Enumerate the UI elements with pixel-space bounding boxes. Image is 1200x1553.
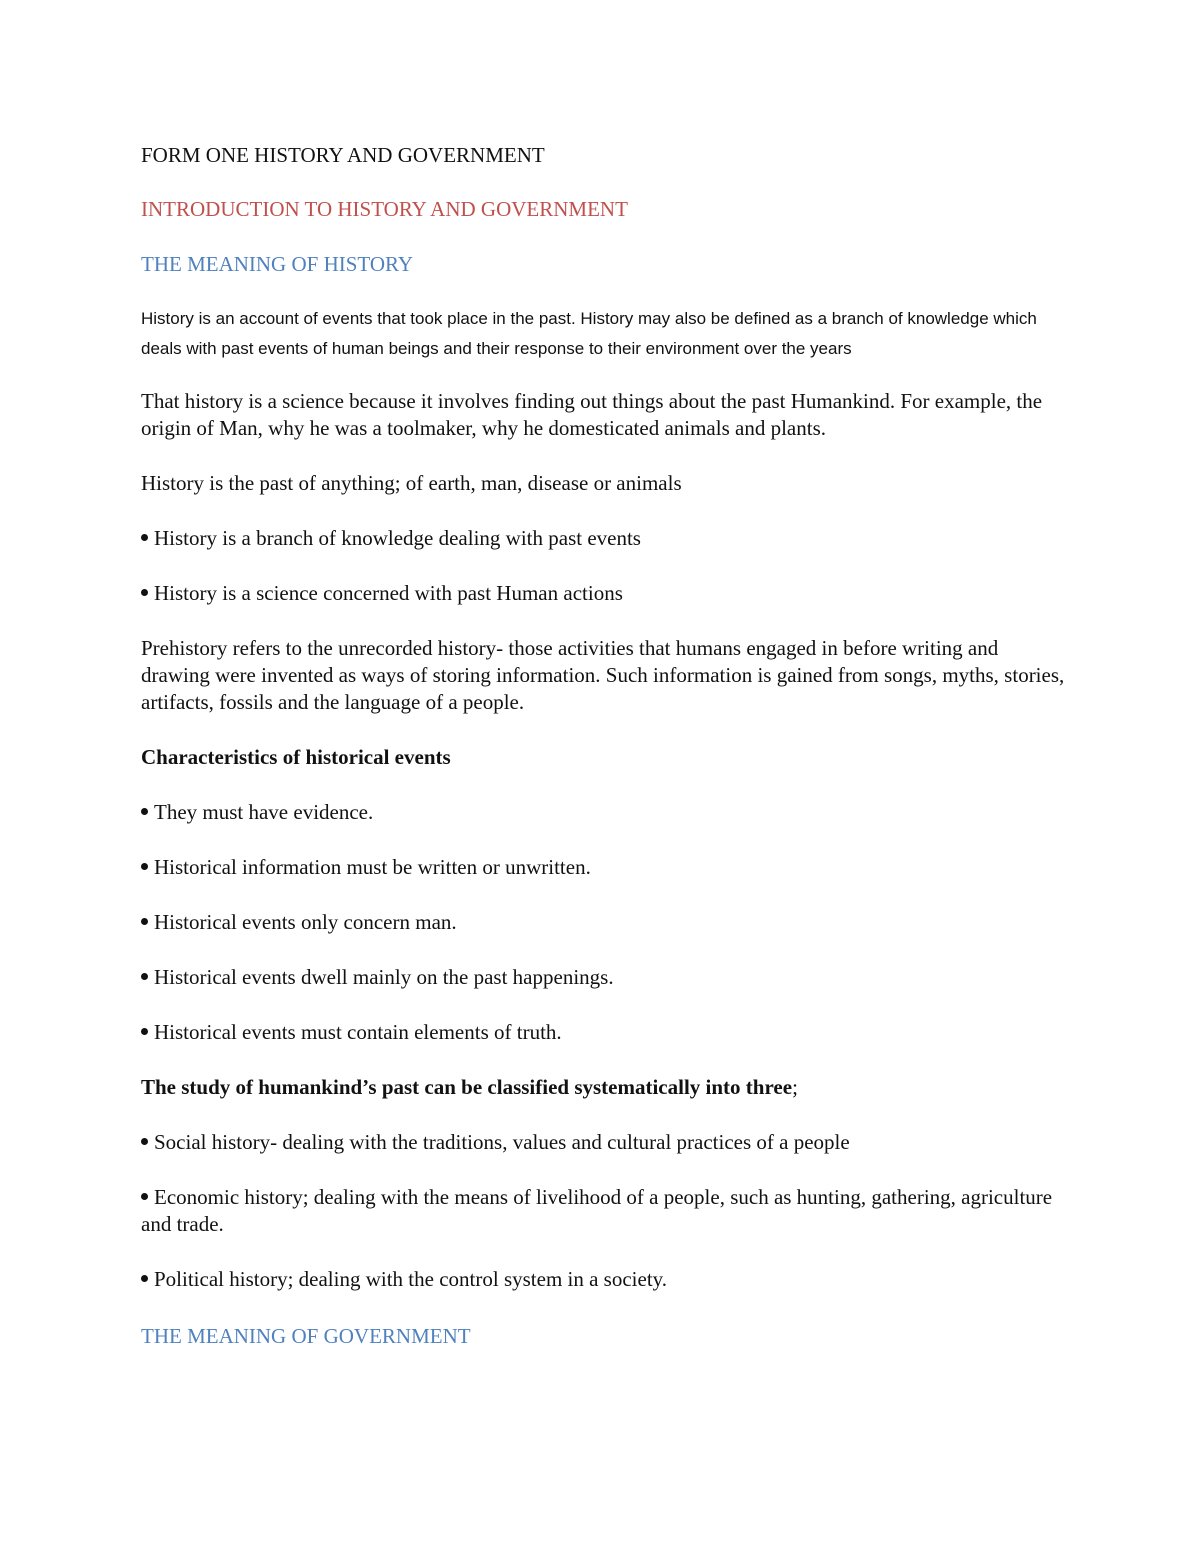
subheading-meaning-of-history: THE MEANING OF HISTORY (141, 252, 414, 276)
list-item-text: Historical events must contain elements of truth. (154, 1020, 562, 1044)
bullet-icon (141, 1138, 148, 1145)
prehistory-paragraph: Prehistory refers to the unrecorded history- those activities that humans engaged in before writing and drawing were invented as ways of storing information. Such information is gained from songs, myths, stories, artifacts, fossils and the language of a people. (141, 636, 1065, 714)
bullet-icon (141, 589, 148, 596)
bullet-icon (141, 1275, 148, 1282)
section-heading: INTRODUCTION TO HISTORY AND GOVERNMENT (141, 197, 628, 221)
list-item-text: Social history- dealing with the traditions, values and cultural practices of a people (154, 1130, 850, 1154)
list-item (141, 525, 1071, 552)
list-item-text: History is a science concerned with past Human actions (154, 581, 623, 605)
definition-paragraph: History is an account of events that took place in the past. History may also be defined as a branch of knowledge which deals with past events of human beings and their response to their environment over the years (141, 309, 1037, 358)
bullet-icon (141, 534, 148, 541)
science-paragraph: That history is a science because it involves finding out things about the past Humankind. For example, the origin of Man, why he was a toolmaker, why he domesticated animals and plants. (141, 389, 1043, 440)
list-item (141, 799, 1071, 826)
list-item (141, 580, 1071, 607)
list-item (141, 909, 1071, 936)
list-item (141, 1019, 1071, 1046)
bullet-icon (141, 863, 148, 870)
list-item-text: They must have evidence. (154, 800, 374, 824)
bullet-icon (141, 1028, 148, 1035)
bullet-icon (141, 918, 148, 925)
list-item-text: Historical events dwell mainly on the past happenings. (154, 965, 614, 989)
bullet-icon (141, 1193, 148, 1200)
subheading-meaning-of-government: THE MEANING OF GOVERNMENT (141, 1324, 471, 1348)
past-paragraph: History is the past of anything; of earth, man, disease or animals (141, 471, 682, 495)
characteristics-heading: Characteristics of historical events (141, 745, 451, 769)
list-item (141, 1129, 1071, 1156)
list-item (141, 1266, 1071, 1293)
classification-heading (141, 1074, 1071, 1101)
list-item (141, 854, 1071, 881)
list-item (141, 1184, 1071, 1238)
document-title: FORM ONE HISTORY AND GOVERNMENT (141, 143, 545, 167)
document-content (141, 140, 1071, 1376)
classification-heading-suffix: ; (792, 1075, 798, 1099)
list-item-text: Political history; dealing with the control system in a society. (154, 1267, 668, 1291)
list-item-text: Historical information must be written or unwritten. (154, 855, 591, 879)
list-item-text: Economic history; dealing with the means of livelihood of a people, such as hunting, gathering, agriculture and trade. (141, 1185, 1053, 1236)
bullet-icon (141, 808, 148, 815)
list-item-text: Historical events only concern man. (154, 910, 457, 934)
classification-heading-text: The study of humankind’s past can be classified systematically into three (141, 1075, 793, 1099)
bullet-icon (141, 973, 148, 980)
list-item (141, 964, 1071, 991)
list-item-text: History is a branch of knowledge dealing with past events (154, 526, 641, 550)
